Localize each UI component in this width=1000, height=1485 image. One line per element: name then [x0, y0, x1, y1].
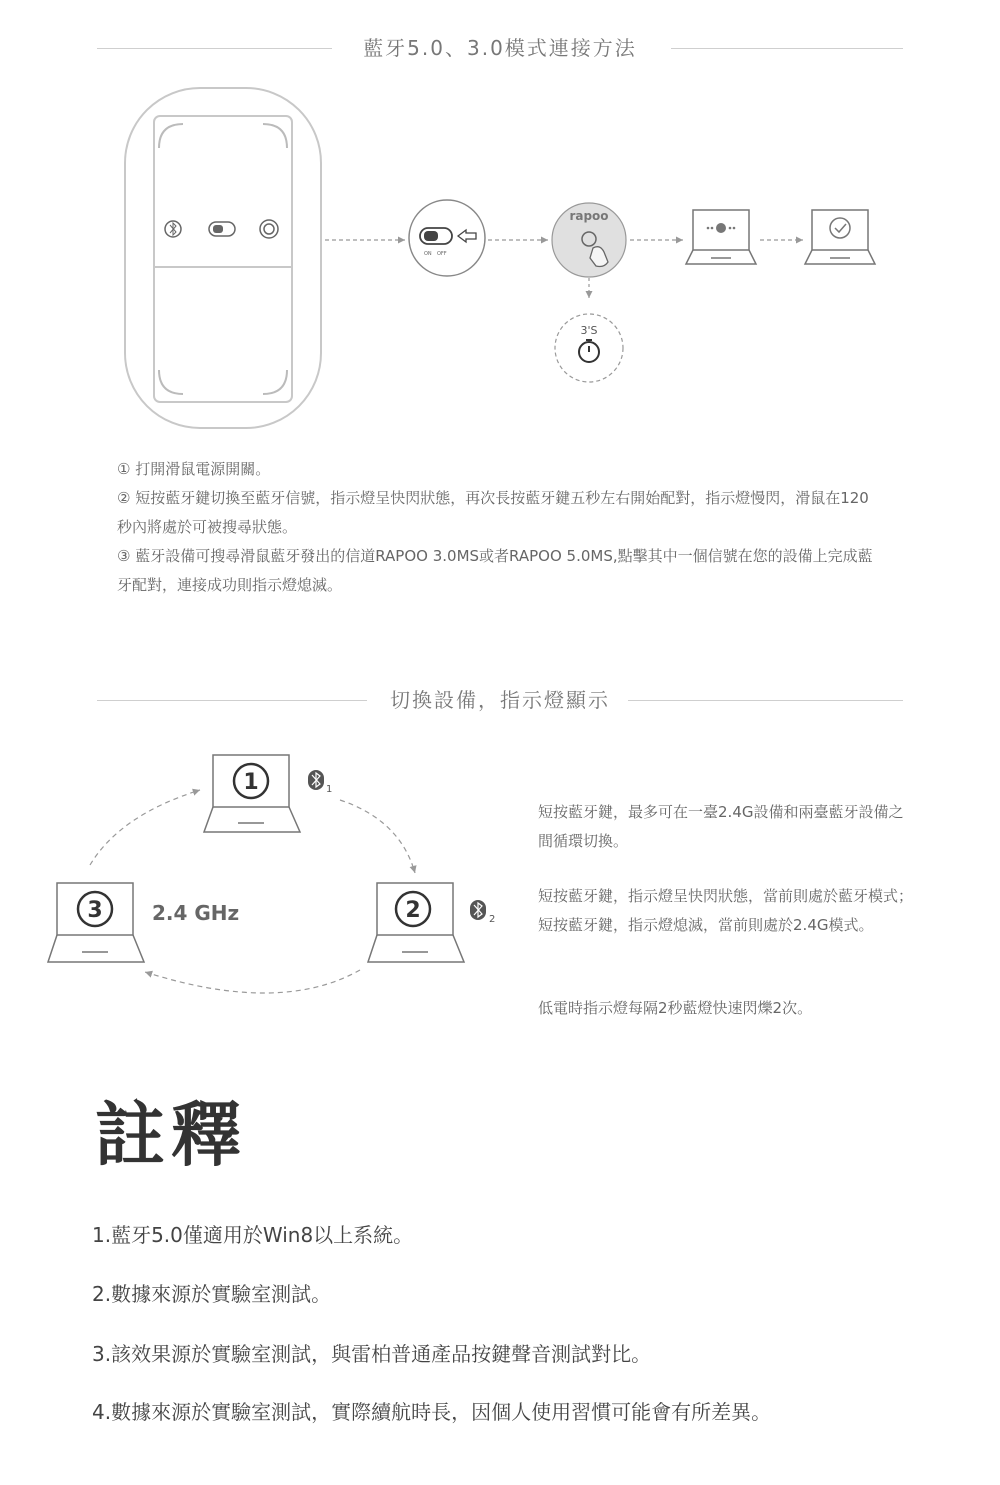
- note-1: 1.藍牙5.0僅適用於Win8以上系統。: [92, 1223, 414, 1247]
- laptop-bluetooth-icon: [686, 210, 756, 264]
- device-3-number: 3: [87, 898, 103, 923]
- device-1-number: 1: [243, 770, 259, 795]
- switch-on-label: ON: [424, 251, 432, 257]
- section1-title: 藍牙5.0、3.0模式連接方法: [345, 36, 655, 60]
- ghz-label: 2.4 GHz: [152, 901, 240, 925]
- switch-off-label: OFF: [437, 251, 447, 257]
- device-1-laptop: [204, 755, 300, 832]
- note-4: 4.數據來源於實驗室測試，實際續航時長，因個人使用習慣可能會有所差異。: [92, 1400, 772, 1424]
- svg-text:1: 1: [326, 784, 333, 795]
- section2-header: [97, 685, 903, 715]
- steps-list: [117, 455, 877, 600]
- power-switch-icon: [209, 222, 235, 236]
- note-2: 2.數據來源於實驗室測試。: [92, 1282, 332, 1306]
- bluetooth-1-icon: [308, 770, 332, 795]
- timer-icon: [555, 314, 623, 382]
- bluetooth-2-icon: [470, 900, 495, 925]
- connection-diagram: [0, 0, 1000, 440]
- step-3: ③ 藍牙設備可搜尋滑鼠藍牙發出的信道RAPOO 3.0MS或者RAPOO 5.0MS,點擊其中一個信號在您的設備上完成藍牙配對，連接成功則指示燈熄滅。: [117, 547, 873, 594]
- switch-detail-icon: [409, 200, 485, 276]
- rapoo-button-detail-icon: [552, 203, 626, 277]
- bluetooth-button-icon: [165, 221, 181, 237]
- step-1: ① 打開滑鼠電源開關。: [117, 460, 271, 478]
- sensor-icon: [260, 220, 278, 238]
- device-2-laptop: [368, 883, 464, 962]
- brand-logo: rapoo: [569, 209, 609, 223]
- section2-title: 切換設備，指示燈顯示: [372, 688, 628, 712]
- device-switch-diagram: [0, 740, 520, 1020]
- device-2-number: 2: [405, 898, 421, 923]
- svg-text:2: 2: [489, 914, 496, 925]
- notes-title: 註釋: [95, 1094, 247, 1176]
- switch-description-3: 低電時指示燈每隔2秒藍燈快速閃爍2次。: [538, 999, 813, 1017]
- mouse-illustration: [125, 88, 321, 428]
- device-3-laptop: [48, 883, 144, 962]
- switch-description-1: 短按藍牙鍵，最多可在一臺2.4G設備和兩臺藍牙設備之間循環切換。: [538, 803, 904, 850]
- switch-description-2: 短按藍牙鍵，指示燈呈快閃狀態，當前則處於藍牙模式；短按藍牙鍵，指示燈熄滅，當前則處於2.4G模式。: [538, 887, 914, 934]
- step-2: ② 短按藍牙鍵切換至藍牙信號，指示燈呈快閃狀態，再次長按藍牙鍵五秒左右開始配對，指示燈慢閃，滑鼠在120秒內將處於可被搜尋狀態。: [117, 489, 869, 536]
- note-3: 3.該效果源於實驗室測試，與雷柏普通產品按鍵聲音測試對比。: [92, 1342, 652, 1366]
- laptop-connected-icon: [805, 210, 875, 264]
- timer-label: 3'S: [580, 324, 598, 337]
